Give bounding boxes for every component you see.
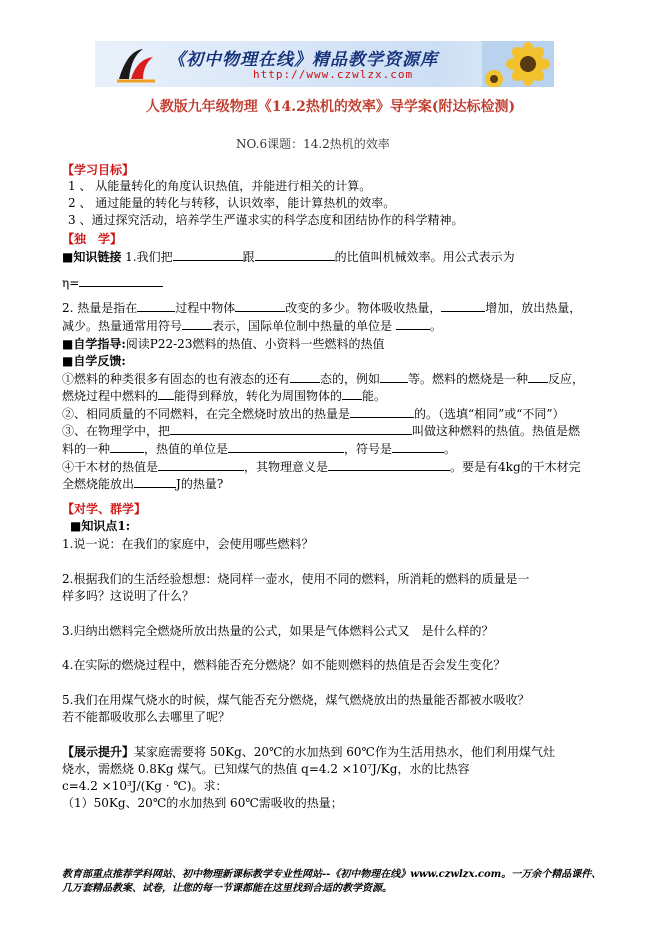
blank-field[interactable] — [235, 300, 285, 312]
showcase-label: 【展示提升】 — [62, 745, 135, 759]
knowledge-link-label: ■知识链接 — [62, 250, 122, 264]
discussion-question: 若不能都吸收那么去哪里了呢？ — [62, 710, 231, 724]
feedback-1-line1 — [62, 370, 584, 387]
q2-text-c: 改变的多少。物体吸收热量， — [285, 301, 442, 315]
objectives-heading: 【学习目标】 — [62, 163, 135, 177]
blank-field[interactable] — [137, 300, 175, 312]
blank-field[interactable] — [380, 371, 408, 383]
feedback-label: ■自学反馈: — [62, 354, 126, 368]
f1-text-f: 能得到释放，转化为周围物体的 — [174, 389, 343, 403]
f1-text-d: 反应， — [548, 372, 585, 386]
objective-item: 1 、 从能量转化的角度认识热值，并能进行相关的计算。 — [68, 179, 372, 193]
blank-field[interactable] — [350, 406, 414, 418]
blank-field[interactable] — [328, 459, 450, 471]
link-q1-mid: 跟 — [242, 250, 255, 264]
blank-field[interactable] — [158, 459, 244, 471]
f3-text-e: ，符号是 — [344, 442, 393, 456]
blank-field[interactable] — [396, 318, 430, 330]
f4-text-c: 。要是有4kg的干木材完 — [450, 460, 581, 474]
f1-text-a: ①燃料的种类很多有固态的也有液态的还有 — [62, 372, 291, 386]
f3-text-d: ，热值的单位是 — [144, 442, 229, 456]
guide-label: ■自学指导: — [62, 337, 126, 351]
f3-text-f: 。 — [444, 442, 457, 456]
self-study-heading: 【独 学】 — [62, 232, 123, 246]
f3-text-b: 叫做这种燃料的热值。热值是燃 — [412, 424, 581, 438]
f1-text-b: 态的，例如 — [320, 372, 381, 386]
showcase-line4: （1）50Kg、20℃的水加热到 60℃需吸收的热量； — [62, 796, 343, 810]
objective-item: 2 、 通过能量的转化与转移，认识效率，能计算热机的效率。 — [68, 196, 396, 210]
blank-field[interactable] — [228, 441, 344, 453]
header-banner — [95, 41, 554, 87]
eta-line — [62, 275, 163, 290]
site-logo — [113, 45, 159, 83]
blank-field[interactable] — [79, 275, 163, 287]
blank-field[interactable] — [255, 249, 335, 261]
lesson-subtitle: NO.6课题：14.2热机的效率 — [236, 137, 390, 151]
f2-text-b: 的。（选填“相同”或“不同”） — [414, 407, 565, 421]
feedback-2-line — [62, 405, 565, 422]
feedback-4-line1 — [62, 458, 581, 475]
link-q1-text: 1.我们把 — [125, 250, 173, 264]
showcase-text: 某家庭需要将 50Kg、20℃的水加热到 60℃作为生活用热水，他们利用煤气灶 — [134, 745, 555, 759]
showcase-line3: c=4.2 ×10³J/(Kg · ℃)。求： — [62, 779, 228, 793]
discussion-question: 3.归纳出燃料完全燃烧所放出热量的公式，如果是气体燃料公式又 是什么样的？ — [62, 624, 494, 638]
f2-text-a: ②、相同质量的不同燃料，在完全燃烧时放出的热量是 — [62, 407, 351, 421]
f4-text-d: 全燃烧能放出 — [62, 477, 135, 491]
blank-field[interactable] — [290, 371, 320, 383]
link-q1-end: 的比值叫机械效率。用公式表示为 — [334, 250, 515, 264]
blank-field[interactable] — [110, 441, 144, 453]
q2-text-a: 2. 热量是指在 — [62, 301, 138, 315]
f1-text-c: 等。燃料的燃烧是一种 — [408, 372, 529, 386]
knowledge-link-line — [62, 248, 515, 265]
guide-line — [62, 335, 384, 352]
discussion-question: 样多吗？这说明了什么？ — [62, 589, 195, 603]
f4-text-a: ④干木材的热值是 — [62, 460, 159, 474]
blank-field[interactable] — [392, 441, 444, 453]
f3-text-c: 料的一种 — [62, 442, 111, 456]
feedback-3-line2 — [62, 440, 456, 457]
f1-text-g: 能。 — [362, 389, 387, 403]
discussion-question: 4.在实际的燃烧过程中，燃料能否充分燃烧？如不能则燃料的热值是否会发生变化？ — [62, 658, 506, 672]
footer-line1: 教育部重点推荐学科网站、初中物理新课标教学专业性网站--《初中物理在线》www.czwlzx.com。一万余个精品课件、 — [62, 869, 602, 880]
banner-title: 《初中物理在线》精品教学资源库 — [168, 50, 438, 70]
discussion-question: 5.我们在用煤气烧水的时候，煤气能否充分燃烧，煤气燃烧放出的热量能否都被水吸收？ — [62, 693, 530, 707]
blank-field[interactable] — [182, 318, 212, 330]
q2-text-g: 。 — [429, 319, 442, 333]
discussion-question: 2.根据我们的生活经验想想：烧同样一壶水，使用不同的燃料，所消耗的燃料的质量是一 — [62, 572, 530, 586]
heat-question-line2 — [62, 317, 442, 334]
f3-text-a: ③、在物理学中，把 — [62, 424, 171, 438]
eta-label: η= — [62, 276, 80, 290]
q2-text-e: 减少。热量通常用符号 — [62, 319, 183, 333]
blank-field[interactable] — [342, 388, 362, 400]
showcase-line1 — [62, 743, 555, 760]
f4-text-e: J的热量? — [176, 477, 224, 491]
sunflower-image — [482, 41, 554, 87]
feedback-3-line1 — [62, 422, 580, 439]
objective-item: 3 、通过探究活动，培养学生严谨求实的科学态度和团结协作的科学精神。 — [68, 213, 464, 227]
q2-text-d: 增加，放出热量， — [485, 301, 582, 315]
f1-text-e: 燃烧过程中燃料的 — [62, 389, 159, 403]
blank-field[interactable] — [528, 371, 548, 383]
footer-line2: 几万套精品教案、试卷，让您的每一节课都能在这里找到合适的教学资源。 — [62, 883, 392, 894]
discussion-question: 1.说一说：在我们的家庭中，会使用哪些燃料？ — [62, 537, 314, 551]
banner-url[interactable]: http://www.czwlzx.com — [253, 68, 414, 81]
heat-question-line1 — [62, 299, 581, 316]
guide-text: 阅读P22-23燃料的热值、小资料一些燃料的热值 — [125, 337, 385, 351]
f4-text-b: ，其物理意义是 — [244, 460, 329, 474]
q2-text-b: 过程中物体 — [175, 301, 236, 315]
blank-field[interactable] — [170, 423, 412, 435]
feedback-1-line2 — [62, 387, 386, 404]
blank-field[interactable] — [173, 249, 243, 261]
blank-field[interactable] — [158, 388, 174, 400]
document-title: 人教版九年级物理《14.2热机的效率》导学案(附达标检测) — [145, 99, 516, 115]
group-study-heading: 【对学、群学】 — [62, 502, 147, 516]
q2-text-f: 表示，国际单位制中热量的单位是 — [212, 319, 393, 333]
knowledge-point-label: ■知识点1: — [70, 519, 131, 533]
feedback-4-line2 — [62, 475, 223, 492]
blank-field[interactable] — [134, 476, 176, 488]
blank-field[interactable] — [441, 300, 485, 312]
showcase-line2: 烧水，需燃烧 0.8Kg 煤气。已知煤气的热值 q=4.2 ×10⁷J/Kg，水的比热容 — [62, 762, 470, 776]
